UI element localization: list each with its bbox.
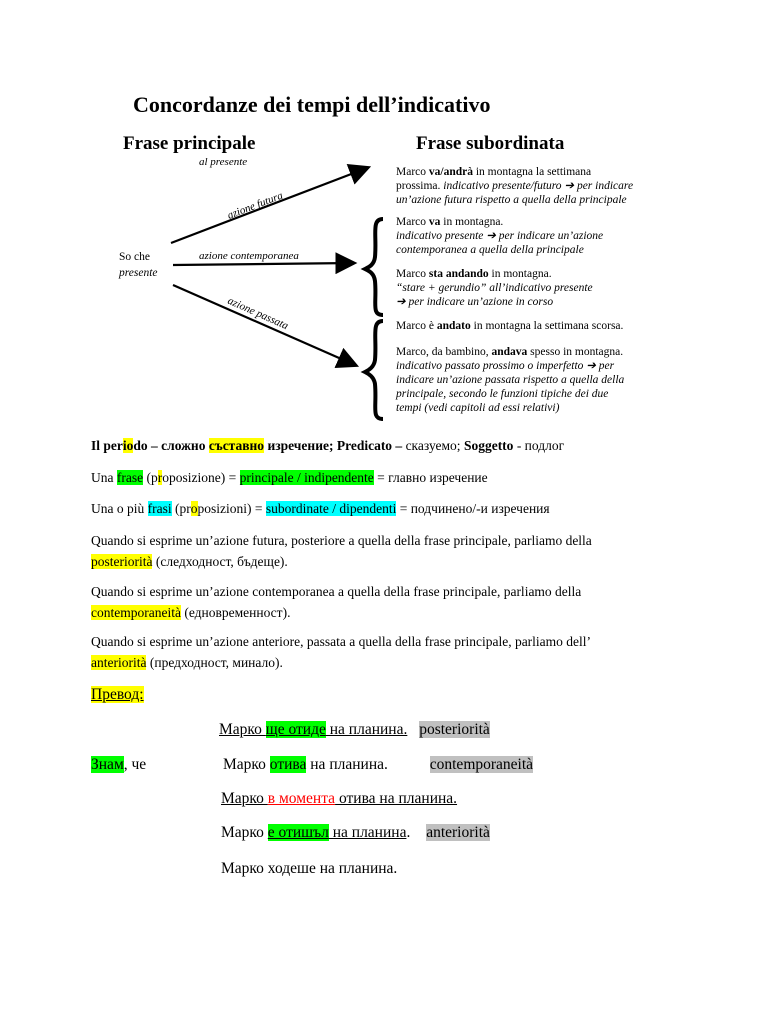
block2-line1: Marco va in montagna. <box>396 216 504 228</box>
block3-line2: Marco, da bambino, andava spesso in montagna. <box>396 346 624 358</box>
block2-line4: Marco sta andando in montagna. <box>396 268 552 280</box>
example-anteriorita: Марко е отишъл на планина. anteriorità <box>221 824 490 841</box>
block1-line2: prossima. indicativo presente/futuro ➔ per indicare <box>396 180 634 192</box>
arrow-past-label: azione passata <box>225 294 291 333</box>
block3-line1: Marco è andato in montagna la settimana scorsa. <box>396 320 624 332</box>
prevod-heading: Превод: <box>91 686 144 703</box>
block3-line5: principale, secondo le funzioni tipiche dei due <box>396 388 609 400</box>
figure-title: Concordanze dei tempi dell’indicativo <box>133 92 491 117</box>
definition-periodo: Il periodo – сложно съставно изречение; Predicato – сказуемо; Soggetto - подлог <box>91 438 565 453</box>
block3-line4: indicare un’azione passata rispetto a quella della <box>396 374 625 386</box>
tag-anteriorita: anteriorità <box>426 824 490 841</box>
so-che-label: So che <box>119 251 150 263</box>
block2-line2: indicativo presente ➔ per indicare un’azione <box>396 230 604 242</box>
presente-label: presente <box>119 267 158 279</box>
arrow-contemporary-label: azione contemporanea <box>199 250 299 262</box>
arrow-contemporary <box>173 263 353 265</box>
arrow-future-label: azione futura <box>225 189 285 222</box>
definition-frasi: Una o più frasi (proposizioni) = subordinate / dipendenti = подчинено/-и изречения <box>91 501 550 516</box>
example-contemporaneita: Марко отива на планина. contemporaneità <box>223 756 534 773</box>
znam-label: Знам, че <box>91 756 147 773</box>
arrow-past <box>173 285 355 365</box>
concordance-diagram <box>91 85 677 425</box>
concordance-figure <box>91 85 677 425</box>
block2-line6: ➔ per indicare un’azione in corso <box>396 296 554 308</box>
right-heading: Frase subordinata <box>416 133 565 154</box>
example-posteriorita: Марко ще отиде на планина. posteriorità <box>219 721 490 738</box>
block1-line1: Marco va/andrà in montagna la settimana <box>396 166 592 178</box>
block3-line6: tempi (vedi capitoli ad essi relativi) <box>396 402 560 414</box>
block3-line3: indicativo passato prossimo o imperfetto ➔ per <box>396 360 615 372</box>
left-heading: Frase principale <box>123 133 256 154</box>
brace-past <box>365 321 383 419</box>
al-presente-label: al presente <box>199 156 248 168</box>
tag-contemporaneita: contemporaneità <box>429 756 534 773</box>
paragraph-anteriorita: Quando si esprime un’azione anteriore, passata a quella della frase principale, parliamo dell’ anteriorità (предходност, минало). <box>91 634 592 670</box>
example-in-corso: Марко в момента отива на планина. <box>221 790 458 807</box>
block2-line3: contemporanea a quella della principale <box>396 244 584 256</box>
block2-line5: “stare + gerundio” all’indicativo presente <box>396 282 593 294</box>
definition-frase: Una frase (proposizione) = principale / indipendente = главно изречение <box>91 470 488 485</box>
block1-line3: un’azione futura rispetto a quella della principale <box>396 194 627 206</box>
paragraph-contemporaneita: Quando si esprime un’azione contemporanea a quella della frase principale, parliamo della contemporaneità (едновременност). <box>91 584 582 620</box>
paragraph-posteriorita: Quando si esprime un’azione futura, posteriore a quella della frase principale, parliamo della posteriorità (следходност, бъдеще). <box>91 533 592 569</box>
brace-contemporary <box>365 219 383 315</box>
tag-posteriorita: posteriorità <box>419 721 490 738</box>
example-imperfetto: Марко ходеше на планина. <box>221 860 398 877</box>
